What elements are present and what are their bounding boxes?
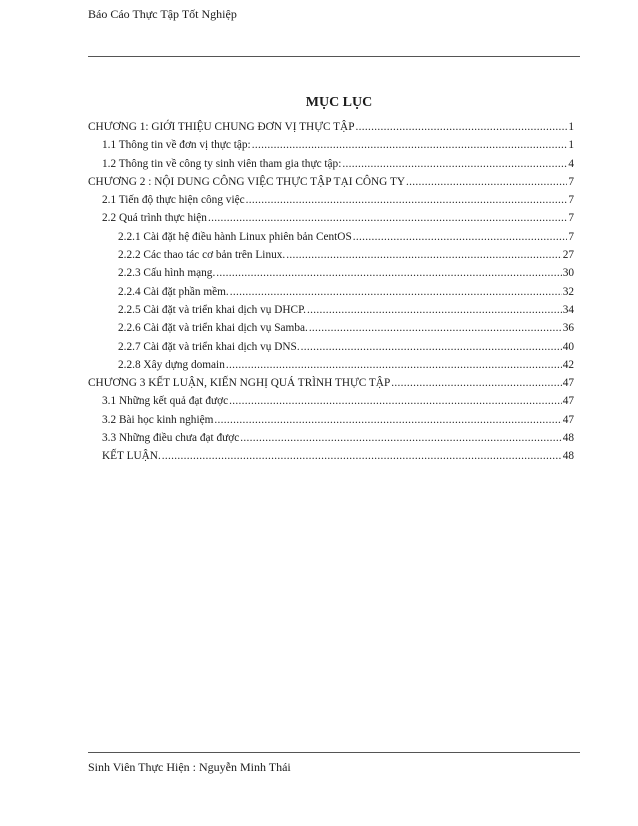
toc-entry-page-number: 48 xyxy=(562,450,574,463)
toc-title: MỤC LỤC xyxy=(305,95,373,110)
toc-entry[interactable] xyxy=(88,392,574,410)
toc-entry-label: 2.2.8 Xây dựng domain xyxy=(118,358,225,371)
toc-entry[interactable] xyxy=(88,447,574,465)
toc-dot-leader xyxy=(230,283,562,301)
toc-entry-page-number: 34 xyxy=(562,303,574,316)
toc-entry-page-number: 36 xyxy=(562,322,574,335)
header-divider xyxy=(88,56,580,57)
toc-entry-page-number: 7 xyxy=(568,175,574,188)
toc-entry-page-number: 40 xyxy=(562,340,574,353)
toc-entry[interactable] xyxy=(88,319,574,337)
footer-divider xyxy=(88,752,580,753)
toc-entry-page-number: 48 xyxy=(562,432,574,445)
toc-entry[interactable] xyxy=(88,246,574,264)
toc-entry-label: 3.2 Bài học kinh nghiệm xyxy=(102,413,214,426)
toc-entry-page-number: 27 xyxy=(562,249,574,262)
toc-entry-label: 1.1 Thông tin về đơn vị thực tập: xyxy=(102,139,251,152)
toc-dot-leader xyxy=(353,228,568,246)
toc-entry[interactable] xyxy=(88,191,574,209)
toc-entry[interactable] xyxy=(88,155,574,173)
toc-dot-leader xyxy=(286,246,561,264)
toc-entry-page-number: 47 xyxy=(562,377,574,390)
toc-entry-label: 2.2.2 Các thao tác cơ bản trên Linux. xyxy=(118,249,286,262)
toc-entry-label: 2.1 Tiến độ thực hiện công việc xyxy=(102,194,245,207)
toc-dot-leader xyxy=(309,319,562,337)
toc-entry-page-number: 1 xyxy=(568,121,574,133)
toc-entry[interactable] xyxy=(88,374,574,392)
toc-entry-label: CHƯƠNG 1: GIỚI THIỆU CHUNG ĐƠN VỊ THỰC TẬP xyxy=(88,121,355,133)
toc-dot-leader xyxy=(246,191,568,209)
toc-entry-page-number: 4 xyxy=(568,157,574,170)
toc-entry-page-number: 47 xyxy=(562,413,574,426)
toc-entry[interactable] xyxy=(88,118,574,136)
toc-entry-label: 1.2 Thông tin về công ty sinh viên tham gia thực tập: xyxy=(102,157,342,170)
toc-dot-leader xyxy=(342,155,567,173)
toc-dot-leader xyxy=(214,411,561,429)
toc-dot-leader xyxy=(229,392,562,410)
toc-entry[interactable] xyxy=(88,338,574,356)
toc-entry-page-number: 30 xyxy=(562,267,574,280)
toc-entry-label: 2.2.4 Cài đặt phần mềm. xyxy=(118,285,229,298)
toc-entry-label: CHƯƠNG 2 : NỘI DUNG CÔNG VIỆC THỰC TẬP TẠI CÔNG TY xyxy=(88,175,406,188)
page-footer-author: Sinh Viên Thực Hiện : Nguyễn Minh Thái xyxy=(88,760,291,774)
toc-dot-leader xyxy=(252,136,568,154)
toc-entry[interactable] xyxy=(88,301,574,319)
toc-entry[interactable] xyxy=(88,136,574,154)
toc-entry-label: CHƯƠNG 3 KẾT LUẬN, KIẾN NGHỊ QUÁ TRÌNH THỰC TẬP xyxy=(88,377,391,390)
toc-entry-label: 2.2.3 Cấu hình mạng. xyxy=(118,267,216,280)
toc-dot-leader xyxy=(240,429,561,447)
toc-dot-leader xyxy=(301,338,562,356)
toc-entry[interactable] xyxy=(88,209,574,227)
toc-entry-label: 3.1 Những kết quả đạt được xyxy=(102,395,229,408)
toc-entry-page-number: 1 xyxy=(568,139,574,152)
toc-entry-page-number: 7 xyxy=(568,194,574,207)
toc-dot-leader xyxy=(226,356,562,374)
toc-entry[interactable] xyxy=(88,228,574,246)
toc-dot-leader xyxy=(355,118,567,136)
toc-entry-label: 2.2.6 Cài đặt và triển khai dịch vụ Samba. xyxy=(118,322,308,335)
toc-entry[interactable] xyxy=(88,264,574,282)
toc-entry-label: 2.2 Quá trình thực hiện xyxy=(102,212,207,225)
toc-entry-page-number: 47 xyxy=(562,395,574,408)
toc-entry[interactable] xyxy=(88,411,574,429)
toc-dot-leader xyxy=(216,264,561,282)
toc-entry-label: 2.2.1 Cài đặt hệ điều hành Linux phiên bản CentOS xyxy=(118,230,352,243)
page-header-title: Báo Cáo Thực Tập Tốt Nghiệp xyxy=(88,7,237,21)
toc-entry[interactable] xyxy=(88,429,574,447)
toc-dot-leader xyxy=(406,173,567,191)
toc-entry-label: 3.3 Những điều chưa đạt được xyxy=(102,432,240,445)
toc-dot-leader xyxy=(391,374,561,392)
toc-entry-page-number: 7 xyxy=(568,212,574,225)
toc-entry-label: 2.2.7 Cài đặt và triển khai dịch vụ DNS. xyxy=(118,340,300,353)
toc-entry-page-number: 42 xyxy=(562,358,574,371)
toc-dot-leader xyxy=(208,209,567,227)
toc-entry-page-number: 7 xyxy=(568,230,574,243)
toc-dot-leader xyxy=(162,447,562,465)
toc-entry[interactable] xyxy=(88,173,574,191)
toc-entry-label: 2.2.5 Cài đặt và triển khai dịch vụ DHCP. xyxy=(118,303,306,316)
toc-dot-leader xyxy=(307,301,562,319)
toc-entry[interactable] xyxy=(88,283,574,301)
table-of-contents xyxy=(88,118,574,466)
toc-entry-page-number: 32 xyxy=(562,285,574,298)
toc-entry[interactable] xyxy=(88,356,574,374)
toc-entry-label: KẾT LUẬN. xyxy=(102,450,161,463)
